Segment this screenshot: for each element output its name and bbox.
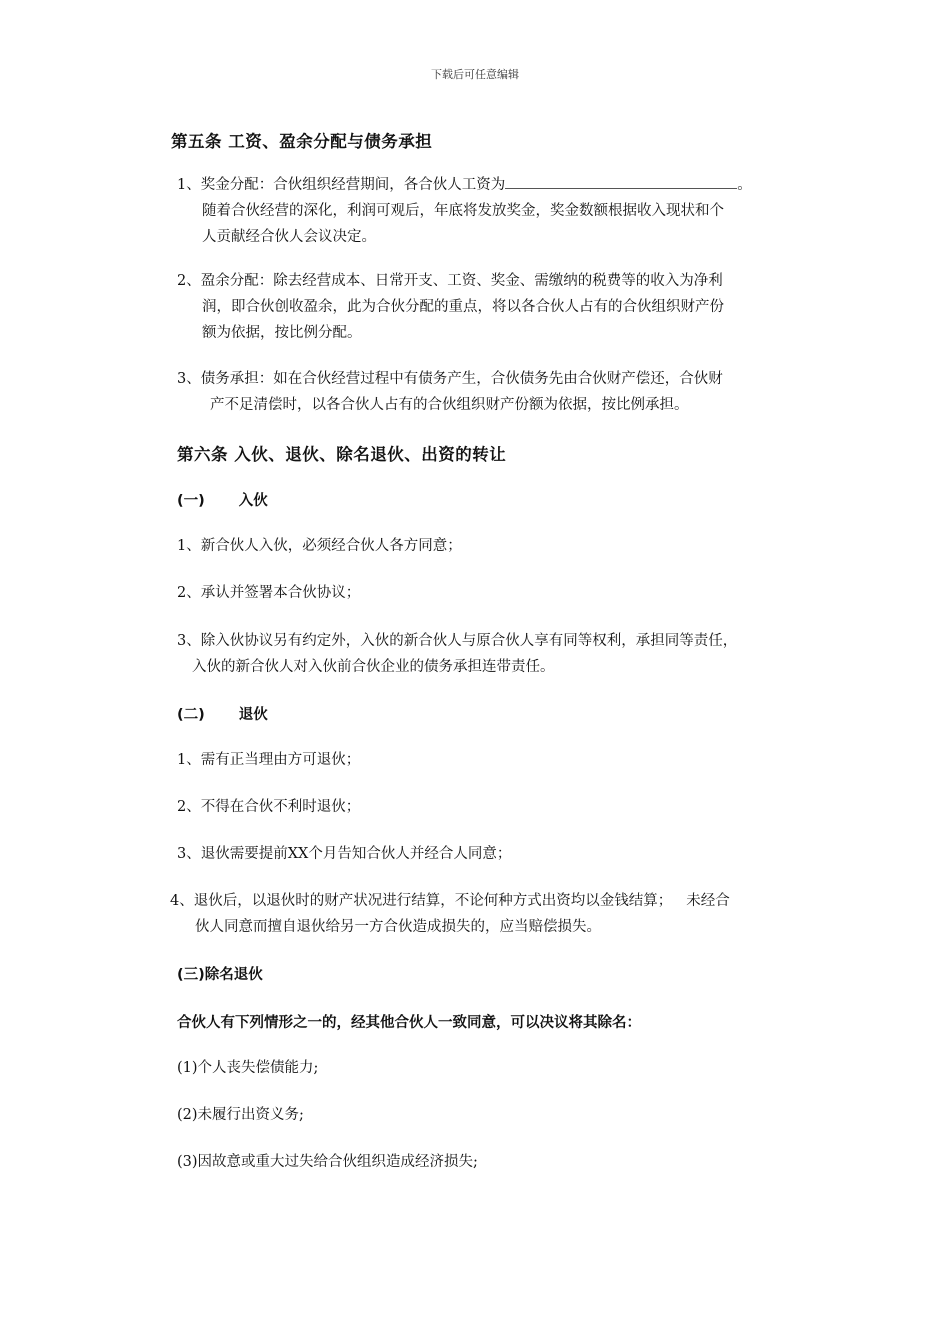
section-joining-heading [177, 489, 268, 510]
clause-text: 2、盈余分配：除去经营成本、日常开支、工资、奖金、需缴纳的税费等的收入为净利 [177, 273, 723, 289]
clause-text: 产不足清偿时，以各合伙人占有的合伙组织财产份额为依据，按比例承担。 [210, 397, 689, 413]
section-number: (一) [177, 493, 205, 509]
salary-blank-line [505, 173, 737, 189]
list-item: 3、退伙需要提前XX个月告知合伙人并经合人同意； [177, 846, 512, 862]
list-item: (3)因故意或重大过失给合伙组织造成经济损失; [177, 1154, 478, 1170]
clause-text: 入伙的新合伙人对入伙前合伙企业的债务承担连带责任。 [192, 659, 555, 675]
section-label: 入伙 [238, 493, 268, 509]
list-item: (1)个人丧失偿债能力; [177, 1060, 319, 1076]
expulsion-intro: 合伙人有下列情形之一的，经其他合伙人一致同意，可以决议将其除名： [177, 1015, 641, 1031]
clause-bonus-distribution [177, 172, 752, 250]
clause-debt-bearing [177, 366, 723, 418]
list-item: 2、不得在合伙不利时退伙； [177, 799, 361, 815]
clause-text: 3、除入伙协议另有约定外，入伙的新合伙人与原合伙人享有同等权利，承担同等责任， [177, 633, 738, 649]
list-item: 2、承认并签署本合伙协议； [177, 585, 361, 601]
section-number: (二) [177, 707, 205, 723]
section-expulsion-heading: (三)除名退伙 [177, 967, 263, 983]
list-item [177, 628, 737, 680]
clause-text: 额为依据，按比例分配。 [202, 325, 362, 341]
clause-text: 1、奖金分配：合伙组织经营期间，各合伙人工资为 [177, 177, 506, 193]
article-5-title: 第五条 工资、盈余分配与债务承担 [171, 132, 433, 151]
clause-text: 4、退伙后，以退伙时的财产状况进行结算，不论何种方式出资均以金钱结算； [170, 893, 673, 909]
clause-text: 未经合 [686, 893, 730, 909]
clause-text: 。 [737, 177, 752, 193]
section-label: 退伙 [238, 707, 268, 723]
page-header: 下载后可任意编辑 [431, 68, 519, 81]
list-item: 1、新合伙人入伙，必须经合伙人各方同意； [177, 538, 462, 554]
clause-text: 随着合伙经营的深化，利润可观后，年底将发放奖金，奖金数额根据收入现状和个 [202, 203, 724, 219]
article-6-title: 第六条 入伙、退伙、除名退伙、出资的转让 [177, 445, 507, 464]
clause-text: 润，即合伙创收盈余，此为合伙分配的重点，将以各合伙人占有的合伙组织财产份 [202, 299, 724, 315]
section-withdrawal-heading [177, 703, 268, 724]
clause-text: 人贡献经合伙人会议决定。 [202, 229, 376, 245]
clause-text: 3、债务承担：如在合伙经营过程中有债务产生，合伙债务先由合伙财产偿还，合伙财 [177, 371, 723, 387]
list-item: 1、需有正当理由方可退伙； [177, 752, 361, 768]
clause-surplus-distribution [177, 268, 724, 346]
list-item [170, 888, 730, 940]
list-item: (2)未履行出资义务; [177, 1107, 304, 1123]
clause-text: 伙人同意而擅自退伙给另一方合伙造成损失的，应当赔偿损失。 [195, 919, 601, 935]
